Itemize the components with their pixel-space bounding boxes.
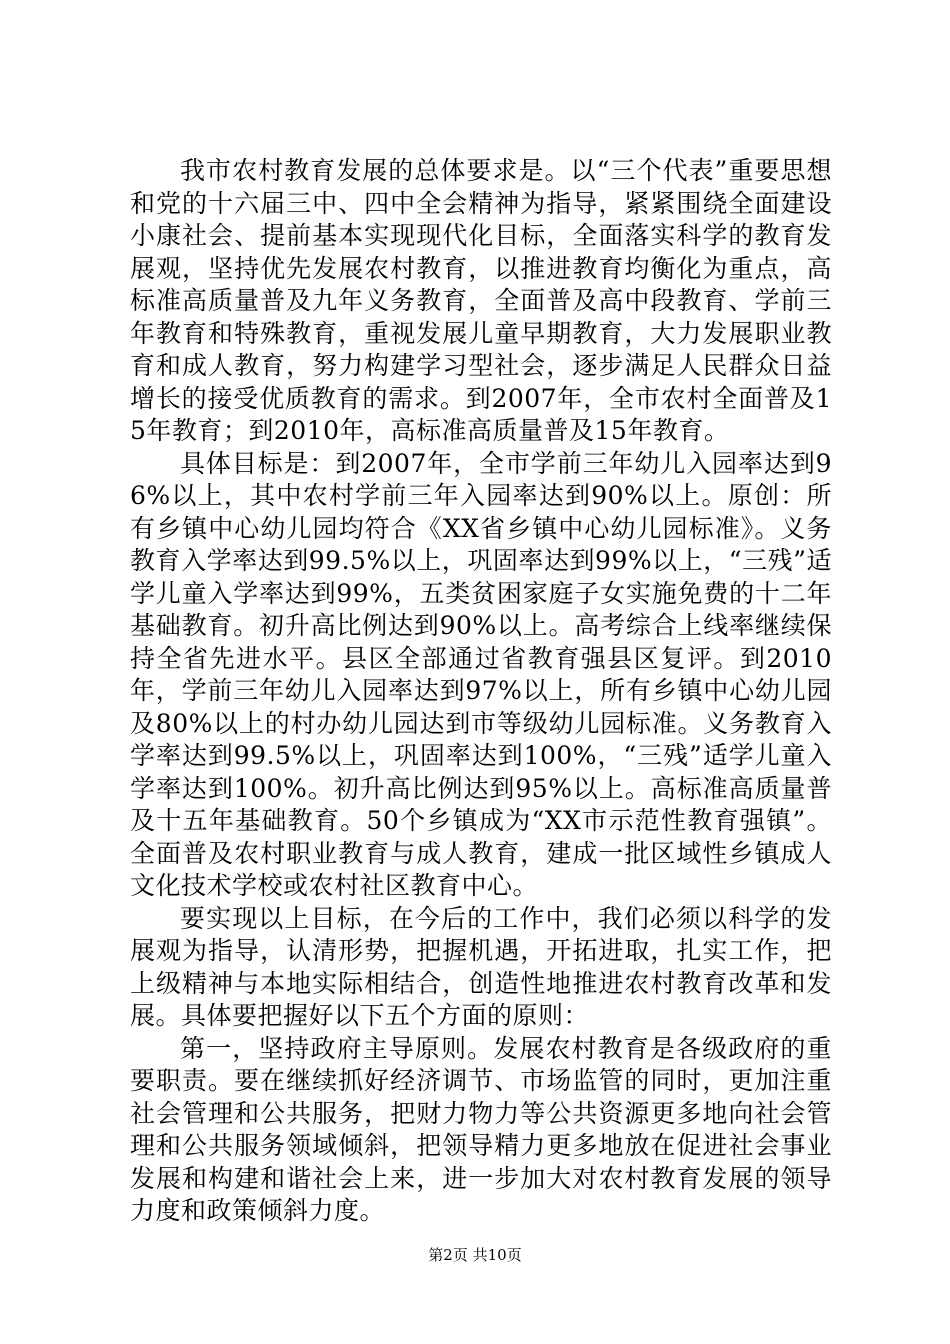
paragraph-first-principle: 第一，坚持政府主导原则。发展农村教育是各级政府的重要职责。要在继续抓好经济调节、市场监管的同时，更加注重社会管理和公共服务，把财力物力等公共资源更多地向社会管理和公共服务领域倾斜，把领导精力更多地放在促进社会事业发展和构建和谐社会上来，进一步加大对农村教育发展的领导力度和政策倾斜力度。 bbox=[130, 1033, 832, 1225]
paragraph-specific-goals: 具体目标是：到2007年，全市学前三年幼儿入园率达到96%以上，其中农村学前三年入园率达到90%以上。原创：所有乡镇中心幼儿园均符合《XX省乡镇中心幼儿园标准》。义务教育入学率达到99.5%以上，巩固率达到99%以上，“三残”适学儿童入学率达到99%，五类贫困家庭子女实施免费的十二年基础教育。初升高比例达到90%以上。高考综合上线率继续保持全省先进水平。县区全部通过省教育强县区复评。到2010年，学前三年幼儿入园率达到97%以上，所有乡镇中心幼儿园及80%以上的村办幼儿园达到市等级幼儿园标准。义务教育入学率达到99.5%以上，巩固率达到100%，“三残”适学儿童入学率达到100%。初升高比例达到95%以上。高标准高质量普及十五年基础教育。50个乡镇成为“XX市示范性教育强镇”。全面普及农村职业教育与成人教育，建成一批区域性乡镇成人文化技术学校或农村社区教育中心。 bbox=[130, 448, 832, 900]
page-number-footer: 第2页 共10页 bbox=[428, 1246, 522, 1264]
paragraph-general-requirements: 我市农村教育发展的总体要求是。以“三个代表”重要思想和党的十六届三中、四中全会精神为指导，紧紧围绕全面建设小康社会、提前基本实现现代化目标，全面落实科学的教育发展观，坚持优先发展农村教育，以推进教育均衡化为重点，高标准高质量普及九年义务教育，全面普及高中段教育、学前三年教育和特殊教育，重视发展儿童早期教育，大力发展职业教育和成人教育，努力构建学习型社会，逐步满足人民群众日益增长的接受优质教育的需求。到2007年，全市农村全面普及15年教育；到2010年，高标准高质量普及15年教育。 bbox=[130, 156, 832, 445]
paragraph-principles-intro: 要实现以上目标，在今后的工作中，我们必须以科学的发展观为指导，认清形势，把握机遇，开拓进取，扎实工作，把上级精神与本地实际相结合，创造性地推进农村教育改革和发展。具体要把握好以下五个方面的原则： bbox=[130, 903, 832, 1030]
document-body bbox=[130, 155, 832, 1228]
